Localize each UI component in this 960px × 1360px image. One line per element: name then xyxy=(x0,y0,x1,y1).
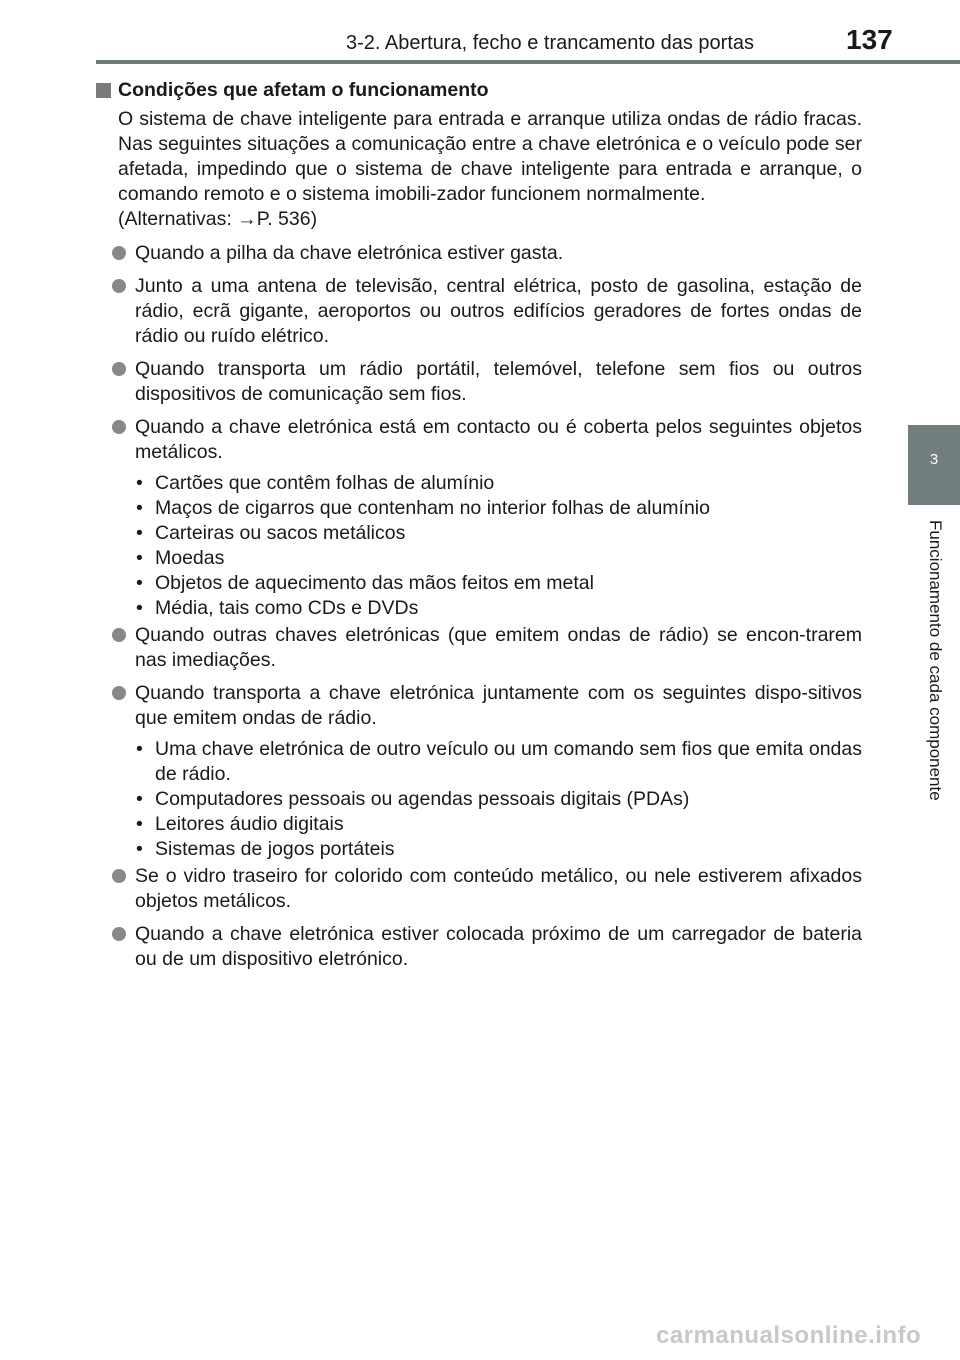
condition-item xyxy=(96,241,862,266)
small-bullet-icon: • xyxy=(136,472,143,494)
sub-list xyxy=(96,471,862,621)
small-bullet-icon: • xyxy=(136,813,143,835)
intro-text: O sistema de chave inteligente para entrada e arranque utiliza ondas de rádio fracas. Nas seguintes situações a comunicação entre a chave eletrónica e o veículo pode ser afetada, impedindo que o sistema de chave inteligente para entrada e arranque, o comando remoto e o sistema imobili-zador funcionem normalmente. xyxy=(118,108,862,205)
condition-text: Quando a chave eletrónica está em contacto ou é coberta pelos seguintes objetos metálicos. xyxy=(135,416,862,463)
chapter-number: 3 xyxy=(929,451,939,468)
chapter-label: Funcionamento de cada componente xyxy=(926,520,945,801)
chapter-tab xyxy=(908,425,960,505)
section-heading xyxy=(96,78,862,103)
round-bullet-icon xyxy=(112,628,126,642)
sub-list-item xyxy=(96,737,862,787)
sub-item-text: Moedas xyxy=(155,547,225,569)
condition-item xyxy=(96,864,862,914)
small-bullet-icon: • xyxy=(136,738,143,760)
sub-list-item xyxy=(96,521,862,546)
sub-list-item xyxy=(96,787,862,812)
round-bullet-icon xyxy=(112,362,126,376)
round-bullet-icon xyxy=(112,927,126,941)
condition-text: Quando transporta um rádio portátil, telemóvel, telefone sem fios ou outros dispositivos de comunicação sem fios. xyxy=(135,358,862,405)
sub-item-text: Leitores áudio digitais xyxy=(155,813,344,835)
intro-paragraph xyxy=(96,107,862,207)
sub-list-item xyxy=(96,546,862,571)
condition-text: Quando outras chaves eletrónicas (que emitem ondas de rádio) se encon-trarem nas imediações. xyxy=(135,624,862,671)
sub-item-text: Maços de cigarros que contenham no interior folhas de alumínio xyxy=(155,497,710,519)
small-bullet-icon: • xyxy=(136,788,143,810)
small-bullet-icon: • xyxy=(136,572,143,594)
condition-list xyxy=(96,241,862,972)
condition-item xyxy=(96,681,862,731)
sub-item-text: Média, tais como CDs e DVDs xyxy=(155,597,419,619)
square-bullet-icon xyxy=(96,83,111,98)
round-bullet-icon xyxy=(112,246,126,260)
page-number: 137 xyxy=(846,24,893,55)
condition-text: Quando a chave eletrónica estiver colocada próximo de um carregador de bateria ou de um dispositivo eletrónico. xyxy=(135,923,862,970)
round-bullet-icon xyxy=(112,686,126,700)
alternatives-reference[interactable]: (Alternativas: →P. 536) xyxy=(118,208,318,230)
condition-text: Se o vidro traseiro for colorido com conteúdo metálico, ou nele estiverem afixados objetos metálicos. xyxy=(135,865,862,912)
sub-list-item xyxy=(96,571,862,596)
sub-list xyxy=(96,737,862,862)
sub-list-item xyxy=(96,471,862,496)
sub-list-item xyxy=(96,496,862,521)
small-bullet-icon: • xyxy=(136,522,143,544)
sub-item-text: Uma chave eletrónica de outro veículo ou um comando sem fios que emita ondas de rádio. xyxy=(155,738,862,785)
round-bullet-icon xyxy=(112,869,126,883)
sub-list-item xyxy=(96,596,862,621)
small-bullet-icon: • xyxy=(136,838,143,860)
sub-list-item xyxy=(96,812,862,837)
sub-item-text: Sistemas de jogos portáteis xyxy=(155,838,395,860)
small-bullet-icon: • xyxy=(136,597,143,619)
watermark: carmanualsonline.info xyxy=(656,1322,922,1349)
sub-item-text: Computadores pessoais ou agendas pessoais digitais (PDAs) xyxy=(155,788,690,810)
main-content xyxy=(96,78,862,980)
header-rule xyxy=(96,60,960,64)
condition-item xyxy=(96,623,862,673)
condition-text: Quando transporta a chave eletrónica juntamente com os seguintes dispo-sitivos que emitem ondas de rádio. xyxy=(135,682,862,729)
condition-item xyxy=(96,274,862,349)
small-bullet-icon: • xyxy=(136,497,143,519)
condition-item xyxy=(96,357,862,407)
round-bullet-icon xyxy=(112,279,126,293)
sub-item-text: Cartões que contêm folhas de alumínio xyxy=(155,472,495,494)
condition-text: Junto a uma antena de televisão, central elétrica, posto de gasolina, estação de rádio, ecrã gigante, aeroportos ou outros edifícios geradores de fortes ondas de rádio ou ruído elétrico. xyxy=(135,275,862,347)
small-bullet-icon: • xyxy=(136,547,143,569)
condition-item xyxy=(96,922,862,972)
sub-item-text: Objetos de aquecimento das mãos feitos em metal xyxy=(155,572,594,594)
sub-item-text: Carteiras ou sacos metálicos xyxy=(155,522,406,544)
header-title: 3-2. Abertura, fecho e trancamento das portas xyxy=(346,32,755,54)
round-bullet-icon xyxy=(112,420,126,434)
section-heading-text: Condições que afetam o funcionamento xyxy=(118,79,489,101)
condition-item xyxy=(96,415,862,465)
sub-list-item xyxy=(96,837,862,862)
condition-text: Quando a pilha da chave eletrónica estiver gasta. xyxy=(135,242,564,264)
